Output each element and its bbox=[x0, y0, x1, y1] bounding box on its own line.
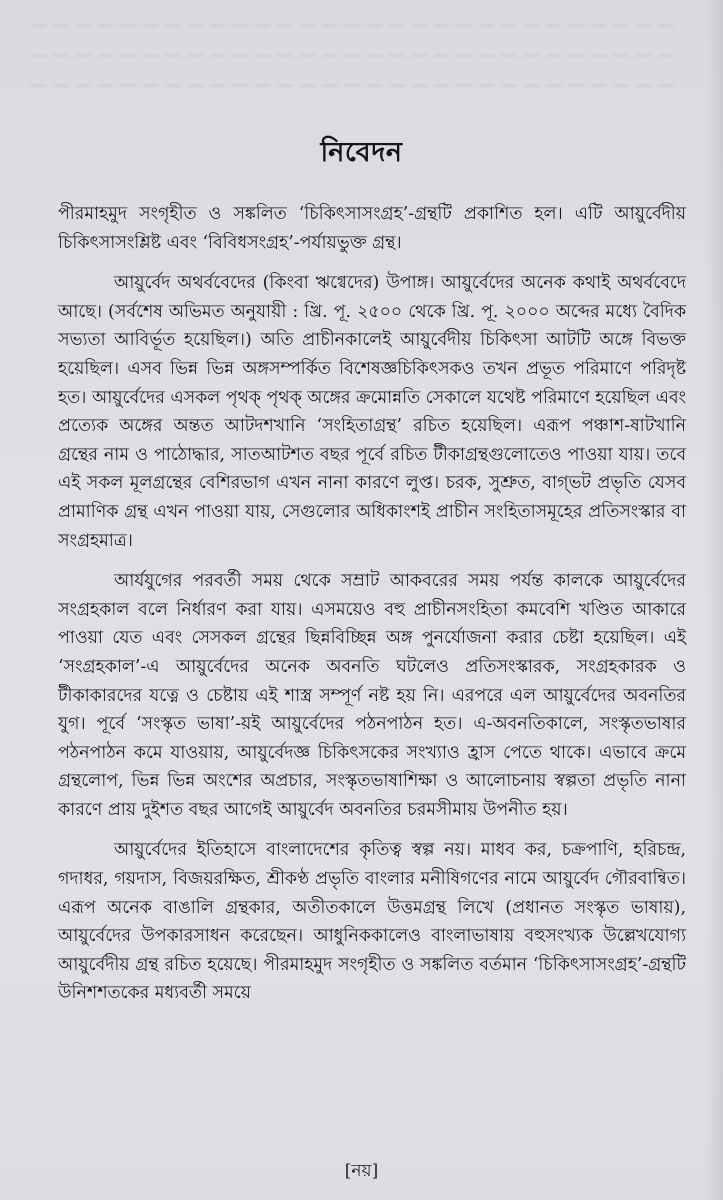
paragraph: আর্যযুগের পরবর্তী সময় থেকে সম্রাট আকবরের সময় পর্যন্ত কালকে আয়ুর্বেদের সংগ্রহকাল বলে নির্ধারণ করা যায়। এসময়েও বহু প্রাচীনসংহিতা কমবেশি খণ্ডিত আকারে পাওয়া যেত এবং সেসকল গ্রন্থের ছিন্নবিচ্ছিন্ন অঙ্গ পুনর্যোজনা করার চেষ্টা হয়েছিল। এই ‘সংগ্রহকাল’-এ আয়ুর্বেদের অনেক অবনতি ঘটলেও প্রতিসংস্কারক, সংগ্রহকারক ও টীকাকারদের যত্নে ও চেষ্টায় এই শাস্ত্র সম্পূর্ণ নষ্ট হয় নি। এরপরে এল আয়ুর্বেদের অবনতির যুগ। পূর্বে ‘সংস্কৃত ভাষা’-য়ই আয়ুর্বেদের পঠনপাঠন হত। এ-অবনতিকালে, সংস্কৃতভাষার পঠনপাঠন কমে যাওয়ায়, আয়ুর্বেদজ্ঞ চিকিৎসকের সংখ্যাও হ্রাস পেতে থাকে। এভাবে ক্রমে গ্রন্থলোপ, ভিন্ন ভিন্ন অংশের অপ্রচার, সংস্কৃতভাষাশিক্ষা ও আলোচনায় স্বল্পতা প্রভৃতি নানা কারণে প্রায় দুইশত বছর আগেই আয়ুর্বেদ অবনতির চরমসীমায় উপনীত হয়। bbox=[58, 571, 686, 820]
page-number: [নয়] bbox=[344, 1161, 379, 1181]
paragraph: আয়ুর্বেদ অথর্ববেদের (কিংবা ঋগ্বেদের) উপাঙ্গ। আয়ুর্বেদের অনেক কথাই অথর্ববেদে আছে। (সর্বশেষ অভিমত অনুযায়ী : খ্রি. পূ. ২৫০০ থেকে খ্রি. পূ. ২০০০ অব্দের মধ্যে বৈদিক সভ্যতা আবির্ভূত হয়েছিল।) অতি প্রাচীনকালেই আয়ুর্বেদীয় চিকিৎসা আটটি অঙ্গে বিভক্ত হয়েছিল। এসব ভিন্ন ভিন্ন অঙ্গসম্পর্কিত বিশেষজ্ঞচিকিৎসকও তখন প্রভূত পরিমাণে পরিদৃষ্ট হত। আয়ুর্বেদের এসকল পৃথক্ পৃথক্ অঙ্গের ক্রমোন্নতি সেকালে যথেষ্ট পরিমাণে হয়েছিল এবং প্রত্যেক অঙ্গের অন্তত আটদশখানি ‘সংহিতাগ্রন্থ’ রচিত হয়েছিল। এরূপ পঞ্চাশ-ষাটখানি গ্রন্থের নাম ও পাঠোদ্ধার, সাতআটশত বছর পূর্বে রচিত টীকাগ্রন্থগুলোতেও পাওয়া যায়। তবে এই সকল মূলগ্রন্থের বেশিরভাগ এখন নানা কারণে লুপ্ত। চরক, সুশ্রুত, বাগ্ভট প্রভৃতি যেসব প্রামাণিক গ্রন্থ এখন পাওয়া যায়, সেগুলোর অধিকাংশই প্রাচীন সংহিতাসমূহের প্রতিসংস্কার বা সংগ্রহমাত্র। bbox=[58, 273, 686, 551]
page-title: নিবেদন bbox=[320, 137, 403, 168]
body-text bbox=[58, 200, 686, 1020]
page-edge-shadow bbox=[705, 0, 723, 1200]
paragraph: আয়ুর্বেদের ইতিহাসে বাংলাদেশের কৃতিত্ব স্বল্প নয়। মাধব কর, চক্রপাণি, হরিচন্দ্র, গদাধর, গয়দাস, বিজয়রক্ষিত, শ্রীকণ্ঠ প্রভৃতি বাংলার মনীষিগণের নামে আয়ুর্বেদ গৌরবান্বিত। এরূপ অনেক বাঙালি গ্রন্থকার, অতীতকালে উত্তমগ্রন্থ লিখে (প্রধানত সংস্কৃত ভাষায়), আয়ুর্বেদের উপকারসাধন করেছেন। আধুনিককালেও বাংলাভাষায় বহুসংখ্যক উল্লেখযোগ্য আয়ুর্বেদীয় গ্রন্থ রচিত হয়েছে। পীরমাহমুদ সংগৃহীত ও সঙ্কলিত বর্তমান ‘চিকিৎসাসংগ্রহ’-গ্রন্থটি উনিশশতকের মধ্যবর্তী সময়ে bbox=[58, 840, 686, 1004]
paragraph: পীরমাহমুদ সংগৃহীত ও সঙ্কলিত ‘চিকিৎসাসংগ্রহ’-গ্রন্থটি প্রকাশিত হল। এটি আয়ুর্বেদীয় চিকিৎসাসংশ্লিষ্ট এবং ‘বিবিধসংগ্রহ’-পর্যায়ভুক্ত গ্রন্থ। bbox=[58, 204, 686, 253]
show-through-text: — — — — — — — — — — — — — — — — — — — — — — — — — — — — — — — — — — — — — — — — — — — — — — — — — — — — — — — — — — — — — — — — — — — — — — — — — — — — — — — — — — — — — — — bbox=[30, 15, 675, 95]
